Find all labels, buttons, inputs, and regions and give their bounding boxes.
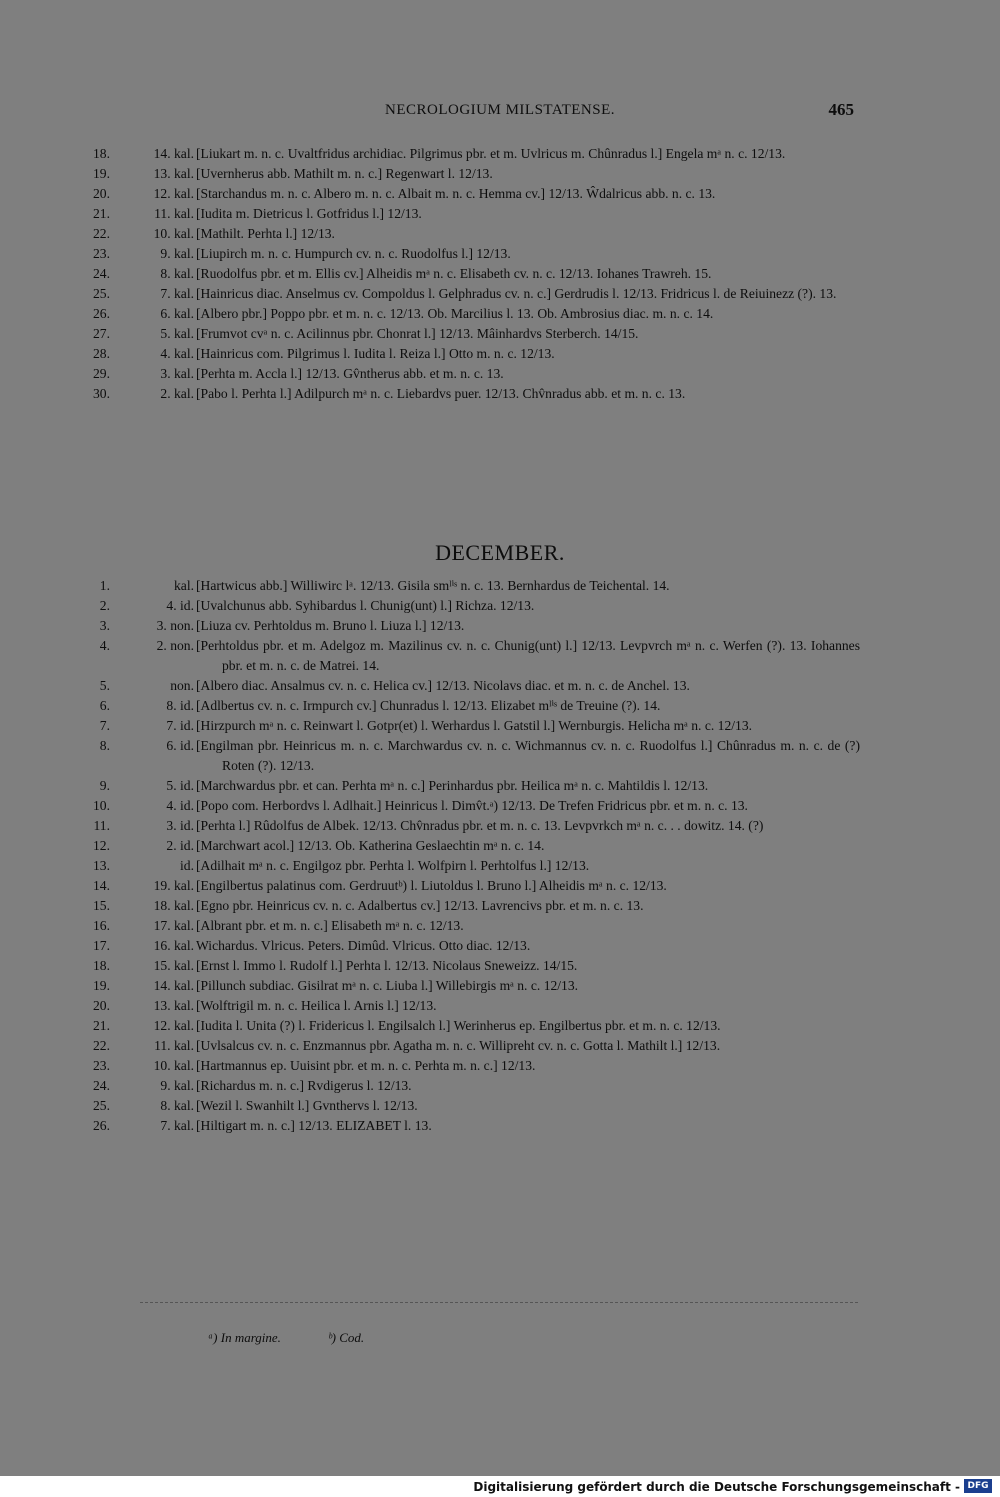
- entry-date: 7. id.: [166, 718, 194, 733]
- footnote-a: ᵃ) In margine.: [208, 1330, 281, 1345]
- entry-date: 17. kal.: [153, 918, 194, 933]
- entry-row: [84, 1096, 860, 1116]
- entry-row: [84, 616, 860, 636]
- entry-text: [Perhta l.] Rûdolfus de Albek. 12/13. Chv̂nradus pbr. et m. n. c. 13. Levpvrkch mᵃ n. c. . . dowitz. 14. (?): [196, 818, 764, 833]
- footnotes: [208, 1330, 408, 1346]
- entry-text: [Frumvot cvᵃ n. c. Acilinnus pbr. Chonrat l.] 12/13. Mâinhardvs Sterberch. 14/15.: [196, 326, 639, 341]
- entry-day: 21.: [93, 1018, 110, 1033]
- entry-text: [Albrant pbr. et m. n. c.] Elisabeth mᵃ n. c. 12/13.: [196, 918, 464, 933]
- entry-row: [84, 936, 860, 956]
- entry-day: 1.: [99, 578, 110, 593]
- entry-row: [84, 1056, 860, 1076]
- entry-text: [Starchandus m. n. c. Albero m. n. c. Albait m. n. c. Hemma cv.] 12/13. Ŵdalricus abb. n. c. 13.: [196, 186, 716, 201]
- entry-text: [Wezil l. Swanhilt l.] Gvnthervs l. 12/13.: [196, 1098, 418, 1113]
- entry-date: 4. kal.: [160, 346, 194, 361]
- entry-text: [Liukart m. n. c. Uvaltfridus archidiac. Pilgrimus pbr. et m. Uvlricus m. Chûnradus l.] Engela mᵃ n. c. 12/13.: [196, 146, 786, 161]
- entry-day: 29.: [93, 366, 110, 381]
- entry-text: [Mathilt. Perhta l.] 12/13.: [196, 226, 335, 241]
- entry-text: [Hartmannus ep. Uuisint pbr. et m. n. c. Perhta m. n. c.] 12/13.: [196, 1058, 536, 1073]
- entry-day: 17.: [93, 938, 110, 953]
- entry-text: [Richardus m. n. c.] Rvdigerus l. 12/13.: [196, 1078, 412, 1093]
- entry-date: 5. id.: [166, 778, 194, 793]
- entry-text: [Liupirch m. n. c. Humpurch cv. n. c. Ruodolfus l.] 12/13.: [196, 246, 511, 261]
- entry-row: [84, 856, 860, 876]
- entry-text: [Wolftrigil m. n. c. Heilica l. Arnis l.] 12/13.: [196, 998, 437, 1013]
- entry-row: [84, 1036, 860, 1056]
- entry-day: 11.: [93, 818, 110, 833]
- entry-text: [Liuza cv. Perhtoldus m. Bruno l. Liuza l.] 12/13.: [196, 618, 465, 633]
- entry-day: 4.: [99, 638, 110, 653]
- december-entries: [84, 576, 860, 1136]
- entry-date: 3. kal.: [160, 366, 194, 381]
- entry-text: [Uvalchunus abb. Syhibardus l. Chunig(unt) l.] Richza. 12/13.: [196, 598, 535, 613]
- entry-date: 11. kal.: [154, 1038, 194, 1053]
- running-title: NECROLOGIUM MILSTATENSE.: [385, 102, 615, 118]
- entry-row: [84, 976, 860, 996]
- entry-day: 5.: [99, 678, 110, 693]
- entry-text: [Hirzpurch mᵃ n. c. Reinwart l. Gotpr(et) l. Werhardus l. Gatstil l.] Wernburgis. Helicha mᵃ n. c. 12/13.: [196, 718, 753, 733]
- entry-text: [Hainricus diac. Anselmus cv. Compoldus l. Gelphradus cv. n. c.] Gerdrudis l. 12/13. Fridricus l. de Reiuinezz (?). 13.: [196, 286, 837, 301]
- entry-text: [Marchwardus pbr. et can. Perhta mᵃ n. c.] Perinhardus pbr. Heilica mᵃ n. c. Mahtildis l. 12/13.: [196, 778, 709, 793]
- entry-row: [84, 364, 860, 384]
- entry-date: 7. kal.: [160, 286, 194, 301]
- footnote-b: ᵇ) Cod.: [328, 1330, 365, 1345]
- entry-text: [Adilhait mᵃ n. c. Engilgoz pbr. Perhta l. Wolfpirn l. Perhtolfus l.] 12/13.: [196, 858, 590, 873]
- entry-day: 18.: [93, 958, 110, 973]
- entry-date: 2. kal.: [160, 386, 194, 401]
- entry-day: 19.: [93, 978, 110, 993]
- entry-date: kal.: [173, 578, 194, 593]
- entry-row: [84, 896, 860, 916]
- entry-date: 8. id.: [166, 698, 194, 713]
- entry-day: 24.: [93, 1078, 110, 1093]
- entry-row: [84, 636, 860, 676]
- entry-text: [Uvernherus abb. Mathilt m. n. c.] Regenwart l. 12/13.: [196, 166, 493, 181]
- entry-row: [84, 836, 860, 856]
- entry-text: [Uvlsalcus cv. n. c. Enzmannus pbr. Agatha m. n. c. Willipreht cv. n. c. Gotta l. Mathilt l.] 12/13.: [196, 1038, 721, 1053]
- entry-date: id.: [180, 858, 194, 873]
- entry-row: [84, 996, 860, 1016]
- entry-row: [84, 224, 860, 244]
- entry-day: 20.: [93, 186, 110, 201]
- entry-date: 8. kal.: [160, 266, 194, 281]
- entry-text: [Hiltigart m. n. c.] 12/13. ELIZABET l. 13.: [196, 1118, 432, 1133]
- entry-day: 25.: [93, 1098, 110, 1113]
- entry-day: 16.: [93, 918, 110, 933]
- entry-row: [84, 344, 860, 364]
- entry-day: 6.: [99, 698, 110, 713]
- entry-date: 2. non.: [156, 638, 194, 653]
- entry-date: 12. kal.: [153, 1018, 194, 1033]
- entry-row: [84, 676, 860, 696]
- entry-date: 6. kal.: [160, 306, 194, 321]
- entry-row: [84, 1016, 860, 1036]
- entry-row: [84, 264, 860, 284]
- entry-day: 23.: [93, 1058, 110, 1073]
- entry-day: 22.: [93, 1038, 110, 1053]
- entry-day: 21.: [93, 206, 110, 221]
- entry-date: 15. kal.: [153, 958, 194, 973]
- entry-day: 7.: [99, 718, 110, 733]
- entry-text: [Perhta m. Accla l.] 12/13. Gv̂ntherus abb. et m. n. c. 13.: [196, 366, 504, 381]
- entry-row: [84, 164, 860, 184]
- entry-day: 27.: [93, 326, 110, 341]
- entry-day: 18.: [93, 146, 110, 161]
- entry-row: [84, 384, 860, 404]
- entry-date: 8. kal.: [160, 1098, 194, 1113]
- entry-date: 3. non.: [156, 618, 194, 633]
- entry-day: 13.: [93, 858, 110, 873]
- entry-date: 4. id.: [166, 598, 194, 613]
- entry-text: [Marchwart acol.] 12/13. Ob. Katherina Geslaechtin mᵃ n. c. 14.: [196, 838, 545, 853]
- entry-text: [Albero pbr.] Poppo pbr. et m. n. c. 12/13. Ob. Marcilius l. 13. Ob. Ambrosius diac. m. n. c. 14.: [196, 306, 714, 321]
- entry-row: [84, 916, 860, 936]
- funding-note: Digitalisierung gefördert durch die Deutsche Forschungsgemeinschaft -: [473, 1480, 960, 1494]
- entry-text: [Engilman pbr. Heinricus m. n. c. Marchwardus cv. n. c. Wichmannus cv. n. c. Ruodolfus l.] Chûnradus m. n. c. de (?) Roten (?). 12/13.: [196, 738, 860, 773]
- entry-date: 13. kal.: [153, 998, 194, 1013]
- entry-text: [Pillunch subdiac. Gisilrat mᵃ n. c. Liuba l.] Willebirgis mᵃ n. c. 12/13.: [196, 978, 579, 993]
- entry-text: [Iudita l. Unita (?) l. Fridericus l. Engilsalch l.] Werinherus ep. Engilbertus pbr. et m. n. c. 12/13.: [196, 1018, 721, 1033]
- entry-text: [Adlbertus cv. n. c. Irmpurch cv.] Chunradus l. 12/13. Elizabet mˡⁱˢ de Treuine (?). 14.: [196, 698, 661, 713]
- entry-date: non.: [170, 678, 194, 693]
- entry-date: 10. kal.: [153, 1058, 194, 1073]
- entry-row: [84, 596, 860, 616]
- entry-text: [Perhtoldus pbr. et m. Adelgoz m. Mazilinus cv. n. c. Chunig(unt) l.] 12/13. Levpvrch mᵃ n. c. Werfen (?). 13. Iohannes pbr. et m. n. c. de Matrei. 14.: [196, 638, 860, 673]
- entry-date: 16. kal.: [153, 938, 194, 953]
- entry-day: 2.: [99, 598, 110, 613]
- entry-text: [Egno pbr. Heinricus cv. n. c. Adalbertus cv.] 12/13. Lavrencivs pbr. et m. n. c. 13.: [196, 898, 644, 913]
- entry-row: [84, 796, 860, 816]
- entry-day: 23.: [93, 246, 110, 261]
- entry-day: 9.: [99, 778, 110, 793]
- entry-row: [84, 144, 860, 164]
- entry-text: [Ernst l. Immo l. Rudolf l.] Perhta l. 12/13. Nicolaus Sneweizz. 14/15.: [196, 958, 578, 973]
- entry-date: 3. id.: [166, 818, 194, 833]
- entry-date: 5. kal.: [160, 326, 194, 341]
- entry-day: 26.: [93, 306, 110, 321]
- entry-row: [84, 736, 860, 776]
- entry-date: 6. id.: [166, 738, 194, 753]
- entry-row: [84, 204, 860, 224]
- entry-row: [84, 776, 860, 796]
- entry-date: 18. kal.: [153, 898, 194, 913]
- entry-day: 26.: [93, 1118, 110, 1133]
- entry-day: 25.: [93, 286, 110, 301]
- entry-date: 7. kal.: [160, 1118, 194, 1133]
- footnote-rule: [140, 1302, 858, 1303]
- entry-day: 19.: [93, 166, 110, 181]
- entry-text: [Hainricus com. Pilgrimus l. Iudita l. Reiza l.] Otto m. n. c. 12/13.: [196, 346, 555, 361]
- entry-day: 10.: [93, 798, 110, 813]
- entry-row: [84, 244, 860, 264]
- entry-row: [84, 1116, 860, 1136]
- entry-row: [84, 184, 860, 204]
- entry-text: [Hartwicus abb.] Williwirc lᵃ. 12/13. Gisila smˡⁱˢ n. c. 13. Bernhardus de Teichental. 14.: [196, 578, 670, 593]
- entry-day: 14.: [93, 878, 110, 893]
- entry-row: [84, 1076, 860, 1096]
- entry-text: Wichardus. Vlricus. Peters. Dimûd. Vlricus. Otto diac. 12/13.: [196, 938, 531, 953]
- entry-text: [Albero diac. Ansalmus cv. n. c. Helica cv.] 12/13. Nicolavs diac. et m. n. c. de Anchel. 13.: [196, 678, 690, 693]
- entry-row: [84, 576, 860, 596]
- entry-text: [Iudita m. Dietricus l. Gotfridus l.] 12/13.: [196, 206, 422, 221]
- entry-text: [Popo com. Herbordvs l. Adlhait.] Heinricus l. Dimv̂t.ᵃ) 12/13. De Trefen Fridricus pbr. et m. n. c. 13.: [196, 798, 748, 813]
- entry-date: 9. kal.: [160, 246, 194, 261]
- november-entries: [84, 144, 860, 404]
- entry-date: 14. kal.: [153, 146, 194, 161]
- entry-day: 15.: [93, 898, 110, 913]
- entry-date: 11. kal.: [154, 206, 194, 221]
- entry-row: [84, 304, 860, 324]
- entry-date: 13. kal.: [153, 166, 194, 181]
- entry-row: [84, 876, 860, 896]
- entry-text: [Ruodolfus pbr. et m. Ellis cv.] Alheidis mᵃ n. c. Elisabeth cv. n. c. 12/13. Iohanes Trawreh. 15.: [196, 266, 712, 281]
- entry-row: [84, 716, 860, 736]
- entry-row: [84, 284, 860, 304]
- page-header: [0, 100, 1000, 124]
- entry-day: 3.: [99, 618, 110, 633]
- entry-day: 20.: [93, 998, 110, 1013]
- entry-text: [Engilbertus palatinus com. Gerdruutᵇ) l. Liutoldus l. Bruno l.] Alheidis mᵃ n. c. 12/13.: [196, 878, 667, 893]
- entry-text: [Pabo l. Perhta l.] Adilpurch mᵃ n. c. Liebardvs puer. 12/13. Chv̂nradus abb. et m. n. c. 13.: [196, 386, 686, 401]
- funding-banner: [0, 1476, 1000, 1497]
- entry-row: [84, 956, 860, 976]
- entry-date: 2. id.: [166, 838, 194, 853]
- entry-date: 10. kal.: [153, 226, 194, 241]
- dfg-logo: DFG: [964, 1479, 992, 1493]
- entry-date: 19. kal.: [153, 878, 194, 893]
- entry-day: 30.: [93, 386, 110, 401]
- entry-row: [84, 696, 860, 716]
- entry-date: 9. kal.: [160, 1078, 194, 1093]
- entry-date: 14. kal.: [153, 978, 194, 993]
- page-number: 465: [828, 100, 854, 119]
- section-title-december: DECEMBER.: [435, 540, 565, 565]
- entry-row: [84, 324, 860, 344]
- entry-date: 12. kal.: [153, 186, 194, 201]
- entry-date: 4. id.: [166, 798, 194, 813]
- entry-day: 24.: [93, 266, 110, 281]
- entry-day: 28.: [93, 346, 110, 361]
- entry-row: [84, 816, 860, 836]
- entry-day: 22.: [93, 226, 110, 241]
- entry-day: 8.: [99, 738, 110, 753]
- entry-day: 12.: [93, 838, 110, 853]
